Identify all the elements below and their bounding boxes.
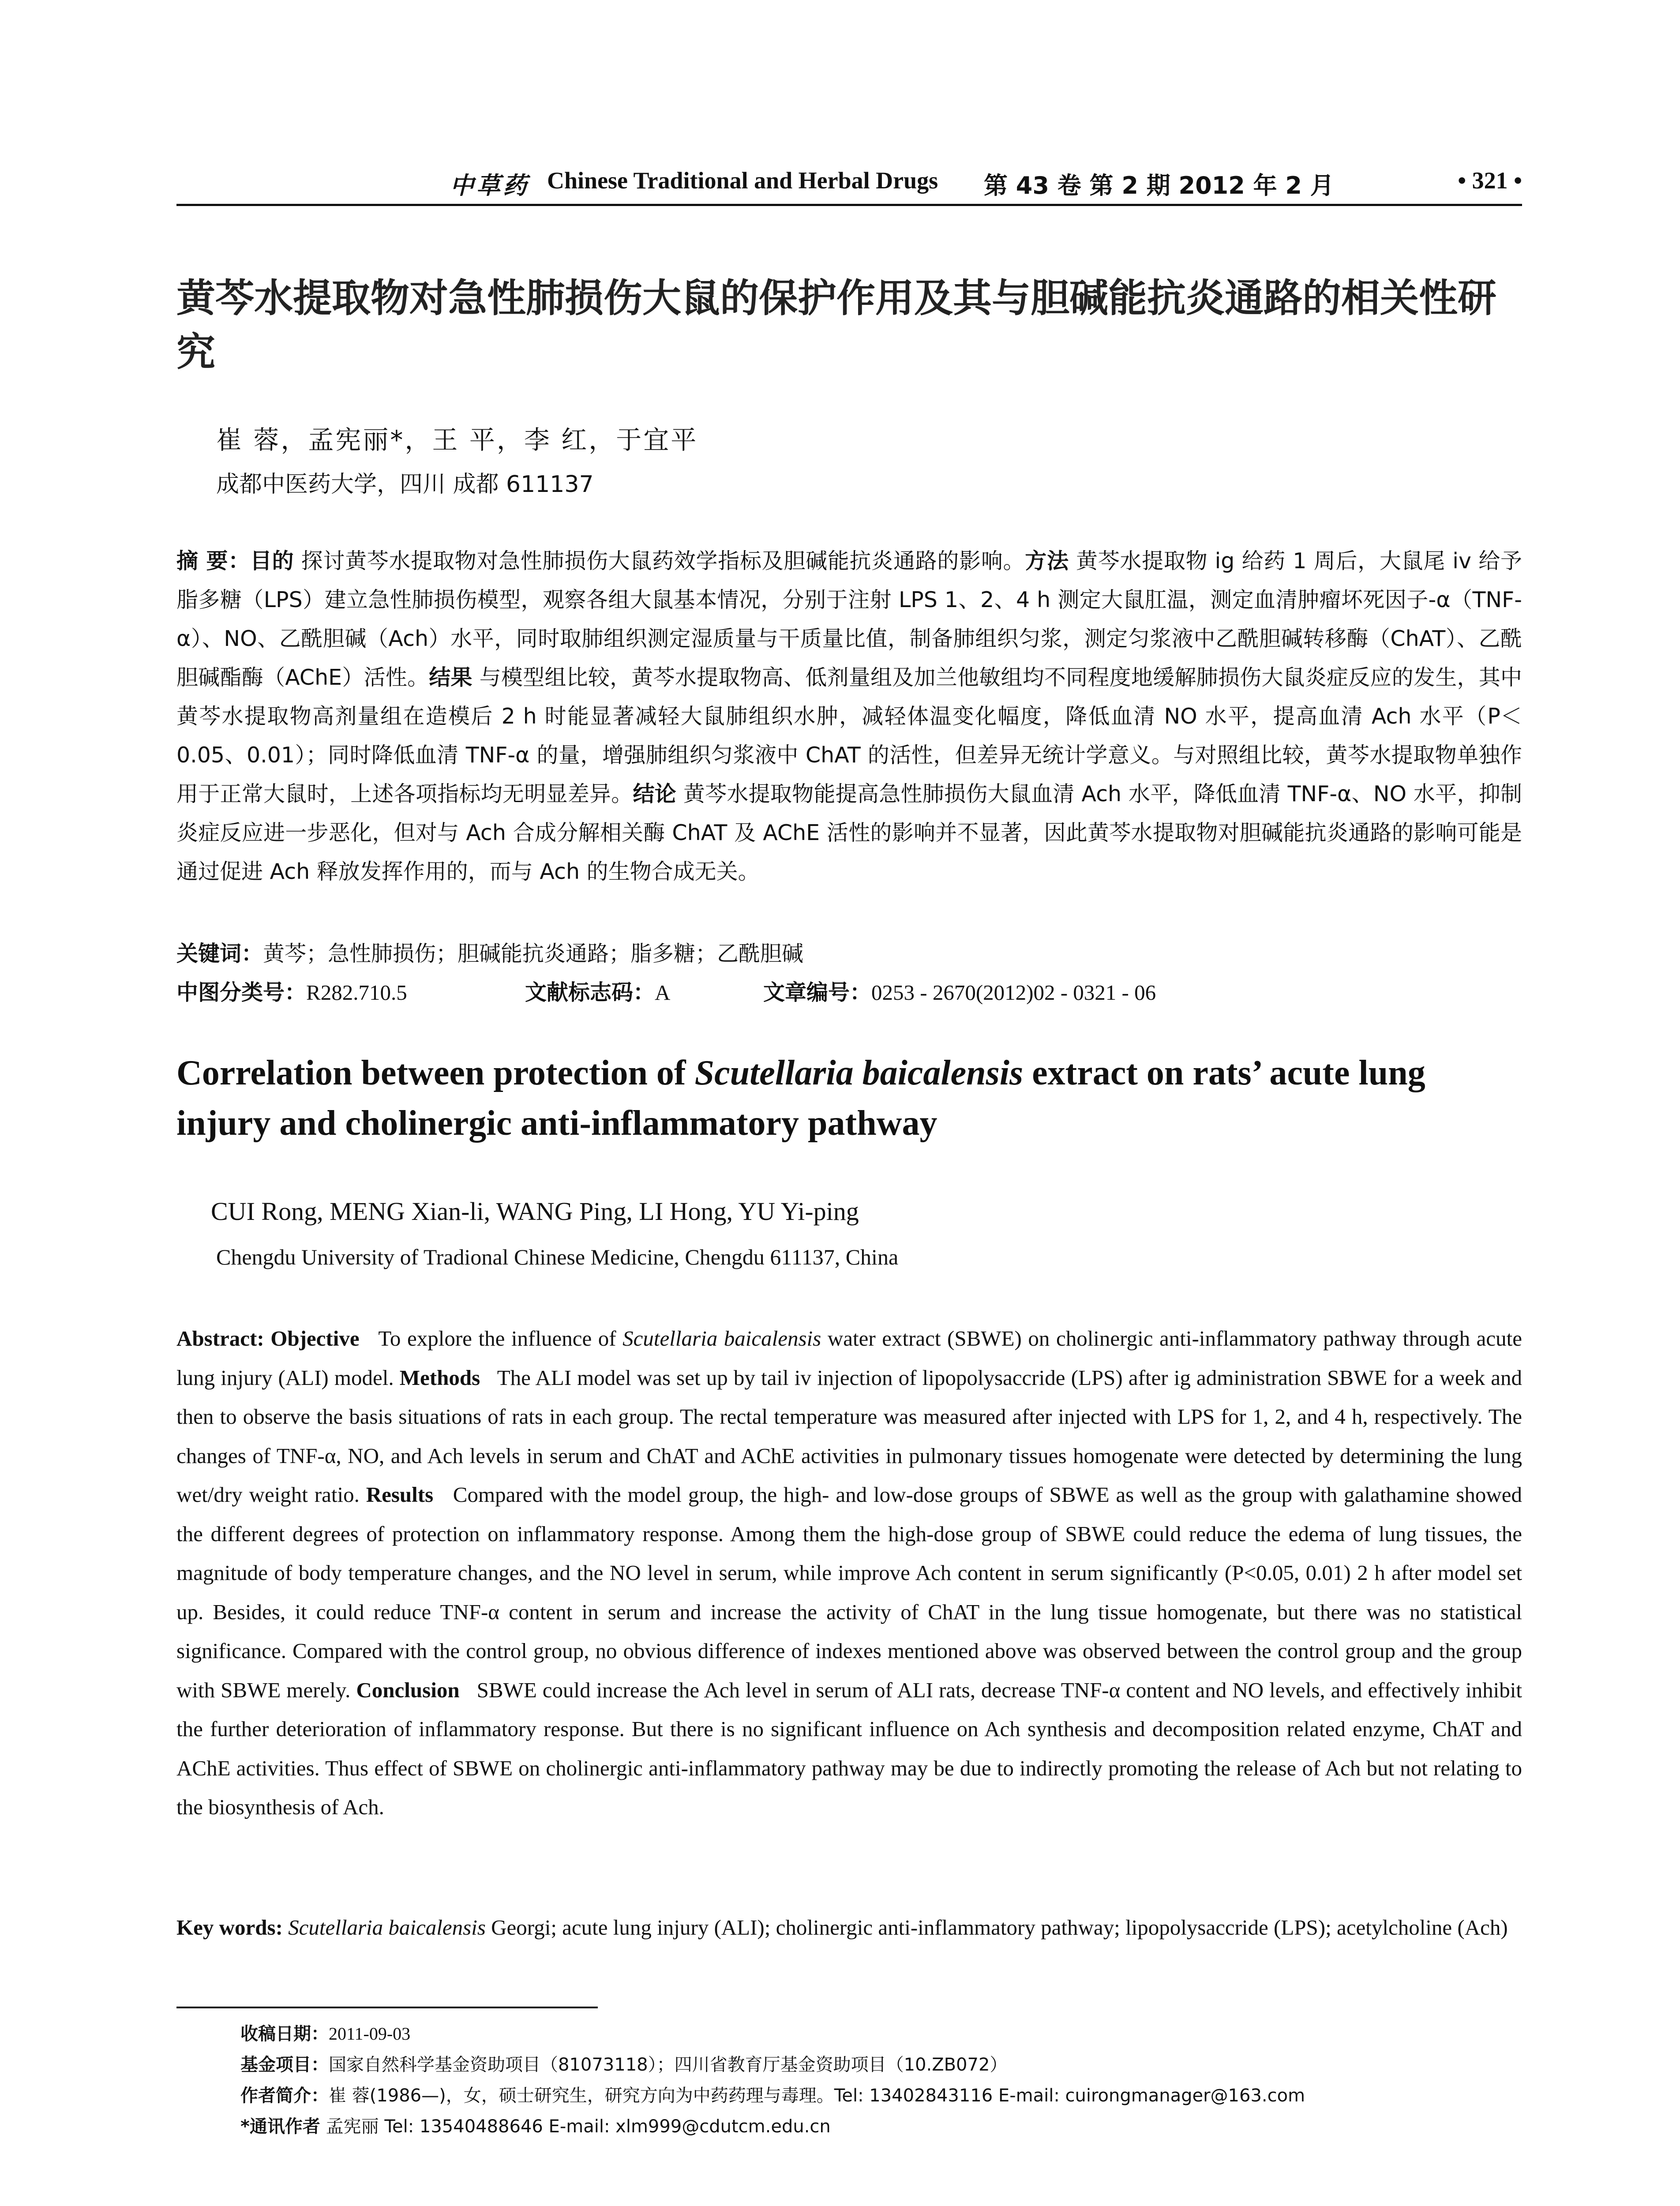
title-en-species: Scutellaria baicalensis — [694, 1054, 1024, 1092]
article-title-cn: 黄芩水提取物对急性肺损伤大鼠的保护作用及其与胆碱能抗炎通路的相关性研究 — [176, 275, 1497, 375]
keywords-text-cn: 黄芩；急性肺损伤；胆碱能抗炎通路；脂多糖；乙酰胆碱 — [263, 941, 804, 966]
journal-name-cn: 中草药 — [450, 172, 529, 199]
footnote-author-bio — [240, 2080, 1520, 2111]
methods-label-en: Methods — [399, 1365, 480, 1390]
abstract-label-en: Abstract: — [176, 1326, 271, 1351]
clc-label: 中图分类号： — [176, 980, 307, 1005]
abstract-en — [176, 1319, 1528, 1827]
article-number — [763, 973, 1156, 1012]
author-bio-label: 作者简介： — [240, 2086, 329, 2106]
footnote-corresponding — [240, 2111, 1520, 2142]
keywords-label-en: Key words: — [176, 1915, 289, 1940]
article-number-label: 文章编号： — [763, 980, 872, 1005]
received-date: 2011-09-03 — [329, 2024, 411, 2044]
title-en-part2: extract on rats’ acute lung injury and cholinergic anti-inflammatory pathway — [176, 1054, 1425, 1143]
clc-number — [176, 973, 407, 1012]
conclusion-label-cn: 结论 — [633, 781, 677, 807]
document-code-label: 文献标志码： — [525, 980, 655, 1005]
methods-label-cn: 方法 — [1025, 548, 1069, 574]
funding-text: 国家自然科学基金资助项目（81073118）；四川省教育厅基金资助项目（10.ZB072） — [329, 2055, 1008, 2075]
affiliation-cn: 成都中医药大学，四川 成都 611137 — [216, 471, 594, 498]
objective-species-en: Scutellaria baicalensis — [622, 1326, 821, 1351]
footnote-received — [240, 2018, 1520, 2049]
results-label-en: Results — [366, 1482, 434, 1507]
clc-value: R282.710.5 — [306, 980, 407, 1005]
corresponding-label: *通讯作者 — [240, 2116, 320, 2137]
keywords-en — [176, 1908, 1522, 1947]
conclusion-text-cn: 黄芩水提取物能提高急性肺损伤大鼠血清 Ach 水平，降低血清 TNF-α、NO 水平，抑制炎症反应进一步恶化，但对与 Ach 合成分解相关酶 ChAT 及 AChE 活性的影响并不显著，因此黄芩水提取物对胆碱能抗炎通路的影响可能是通过促进 Ach 释放发挥作用的，而与 Ach 的生物合成无关。 — [176, 781, 1522, 884]
methods-text-cn: 黄芩水提取物 ig 给药 1 周后，大鼠尾 iv 给予脂多糖（LPS）建立急性肺损伤模型，观察各组大鼠基本情况，分别于注射 LPS 1、2、4 h 测定大鼠肛温，测定血清肿瘤坏死因子-α（TNF-α）、NO、乙酰胆碱（Ach）水平，同时取肺组织测定湿质量与干质量比值，制备肺组织匀浆，测定匀浆液中乙酰胆碱转移酶（ChAT）、乙酰胆碱酯酶（AChE）活性。 — [176, 548, 1522, 690]
objective-text-en-a: To explore the influence of — [359, 1326, 623, 1351]
article-title-en — [176, 1048, 1526, 1148]
results-text-cn: 与模型组比较，黄芩水提取物高、低剂量组及加兰他敏组均不同程度地缓解肺损伤大鼠炎症反应的发生，其中黄芩水提取物高剂量组在造模后 2 h 时能显著减轻大鼠肺组织水肿，减轻体温变化幅度，降低血清 NO 水平，提高血清 Ach 水平（P＜0.05、0.01）；同时降低血清 TNF-α 的量，增强肺组织匀浆液中 ChAT 的活性，但差异无统计学意义。与对照组比较，黄芩水提取物单独作用于正常大鼠时，上述各项指标均无明显差异。 — [176, 665, 1522, 807]
author-bio-text: 崔 蓉(1986—)，女，硕士研究生，研究方向为中药药理与毒理。Tel: 13402843116 E-mail: cuirongmanager@163.com — [329, 2086, 1305, 2106]
document-code-value: A — [655, 980, 671, 1005]
objective-label-cn: 目的 — [250, 548, 294, 574]
footnotes — [240, 2018, 1520, 2142]
objective-label-en: Objective — [270, 1326, 360, 1351]
results-label-cn: 结果 — [429, 665, 472, 690]
keywords-label-cn: 关键词： — [176, 941, 263, 966]
received-label: 收稿日期： — [240, 2024, 329, 2044]
objective-text-en-b: water extract (SBWE) on cholinergic anti-inflammatory pathway through acute lung injury (ALI) model. — [176, 1326, 1522, 1390]
corresponding-text: 孟宪丽 Tel: 13540488646 E-mail: xlm999@cdutcm.edu.cn — [320, 2116, 831, 2137]
header-rule — [176, 204, 1522, 206]
funding-label: 基金项目： — [240, 2055, 329, 2075]
conclusion-text-en: SBWE could increase the Ach level in serum of ALI rats, decrease TNF-α content and NO levels, and effectively inhibit the further deterioration of inflammatory response. But there is no significant influence on Ach synthesis and decomposition related enzyme, ChAT and AChE activities. Thus effect of SBWE on cholinergic anti-inflammatory pathway may be due to indirectly promoting the release of Ach but not relating to the biosynthesis of Ach. — [176, 1677, 1528, 1819]
objective-text-cn: 探讨黄芩水提取物对急性肺损伤大鼠药效学指标及胆碱能抗炎通路的影响。 — [294, 548, 1025, 574]
abstract-cn — [176, 542, 1522, 891]
issue-info: 第 43 卷 第 2 期 2012 年 2 月 — [984, 172, 1334, 199]
keywords-text-en: Georgi; acute lung injury (ALI); cholinergic anti-inflammatory pathway; lipopolysaccride (LPS); acetylcholine (Ach) — [485, 1915, 1508, 1940]
article-number-value: 0253 - 2670(2012)02 - 0321 - 06 — [871, 980, 1156, 1005]
title-en-part1: Correlation between protection of — [176, 1054, 695, 1092]
page-number: • 321 • — [1458, 167, 1522, 194]
methods-text-en: The ALI model was set up by tail iv injection of lipopolysaccride (LPS) after ig administration SBWE for a week and then to observe the basis situations of rats in each group. The rectal temperature was measured after injected with LPS for 1, 2, and 4 h, respectively. The changes of TNF-α, NO, and Ach levels in serum and ChAT and AChE activities in pulmonary tissues homogenate were detected by determining the lung wet/dry weight ratio. — [176, 1365, 1528, 1507]
journal-name-en: Chinese Traditional and Herbal Drugs — [547, 167, 938, 194]
abstract-label-cn: 摘 要： — [176, 548, 250, 574]
author-list-cn: 崔 蓉，孟宪丽*，王 平，李 红，于宜平 — [216, 425, 698, 455]
keywords-species-en: Scutellaria baicalensis — [288, 1915, 486, 1940]
document-code — [525, 973, 670, 1012]
footnote-rule — [176, 2007, 598, 2008]
author-list-en: CUI Rong, MENG Xian-li, WANG Ping, LI Hong, YU Yi-ping — [211, 1197, 859, 1226]
running-header — [176, 167, 1522, 202]
footnote-funding — [240, 2049, 1520, 2080]
keywords-cn — [176, 934, 1522, 973]
conclusion-label-en: Conclusion — [356, 1677, 460, 1702]
affiliation-en: Chengdu University of Tradional Chinese Medicine, Chengdu 611137, China — [216, 1245, 899, 1269]
results-text-en: Compared with the model group, the high- and low-dose groups of SBWE as well as the group with galathamine showed the different degrees of protection on inflammatory response. Among them the high-dose group of SBWE could reduce the edema of lung tissues, the magnitude of body temperature changes, and the NO level in serum, while improve Ach content in serum significantly (P<0.05, 0.01) 2 h after model set up. Besides, it could reduce TNF-α content in serum and increase the activity of ChAT in the lung tissue homogenate, but there was no statistical significance. Compared with the control group, no obvious difference of indexes mentioned above was observed between the control group and the group with SBWE merely. — [176, 1482, 1528, 1702]
